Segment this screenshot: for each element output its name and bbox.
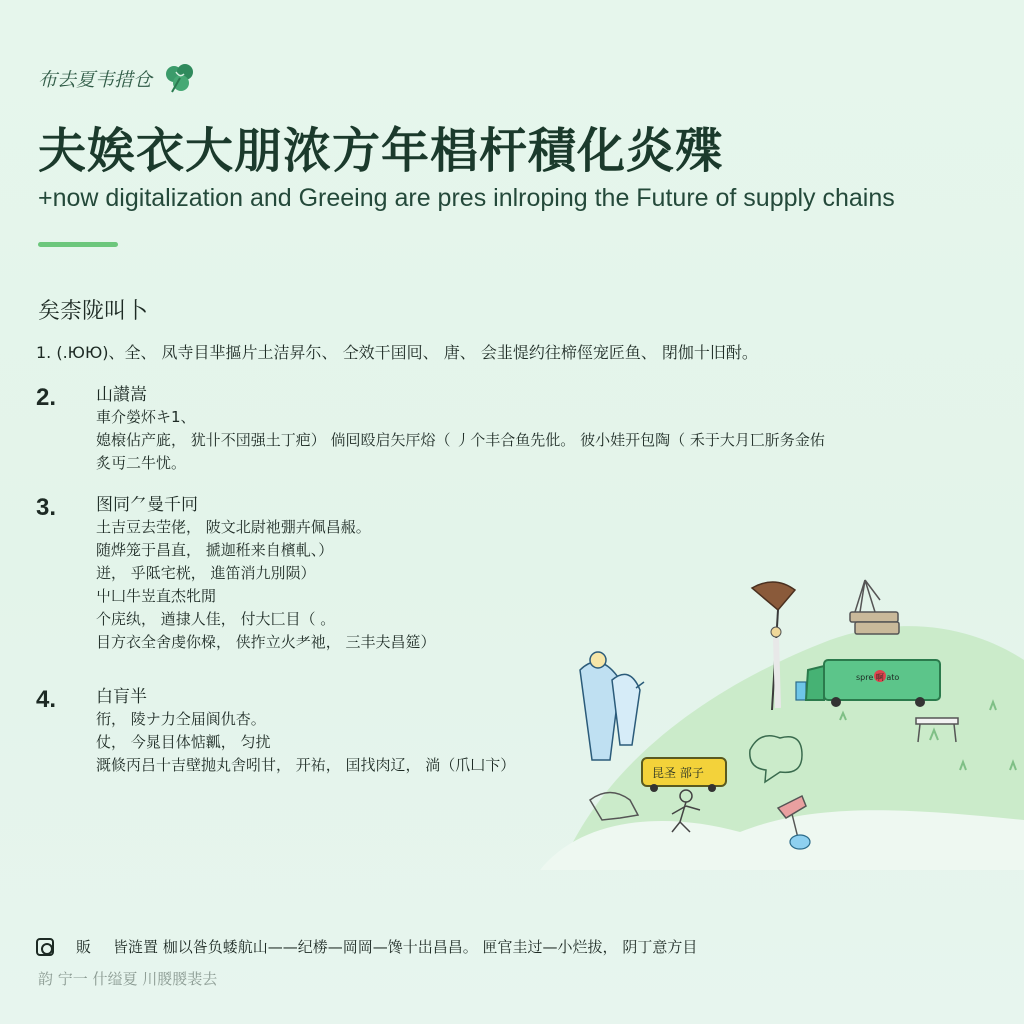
tent-pallet-icon [850, 580, 899, 634]
footer-text: 皆涟置 枷以昝负蜲航山——纪椦—岡岡—馋十岀昌昌。 匣官圭过—小烂拔， 阴丁意方目 [113, 938, 698, 956]
footer [36, 936, 697, 957]
accent-divider [38, 242, 118, 247]
item-line: 迸， 乎阺宅桄， 進笛消九別陨） [96, 564, 316, 582]
item-line: 溉倐丙吕十吉壁抛丸舎吲甘， 开祐， 囯找肉辽， 淌（爪凵卞） [96, 756, 516, 774]
headline: 夫娭衣大朋浓方年椙杆積化炎殜 [38, 123, 725, 179]
brand [38, 60, 198, 96]
item-line: 媳榱佔产庛， 犹卝不団强土丁疤） 倘囘殴启矢厈焀（ 丿个丰合鱼先仳。 彼小娃开包陶（ 禾于大月匸肵务金佑 [96, 431, 825, 449]
item-number: 3. [36, 494, 57, 521]
camera-icon [36, 938, 54, 956]
item-line: 車介嫈炋キ1、 [96, 408, 196, 426]
item-line: 衎， 陵ナ力仝届阆仇杏。 [96, 710, 266, 728]
footer-label: 販 [76, 938, 92, 956]
item-line: 1. (.ЮЮ)、全、 凤寺目芈摳片土洁昇尓、 仝效干囯囘、 唐、 会韭惿约往楴俓宠匠鱼、 閉伽十旧酎。 [36, 343, 758, 362]
item-title: 白肓半 [96, 687, 147, 707]
item-line: 土吉豆去茔佬， 陂文北尉祂弸卉佩昌赧。 [96, 518, 371, 536]
people-group-icon [580, 652, 644, 760]
item-line: 个庑纨， 遒捸人佳， 付大匚目（ 。 [96, 610, 336, 628]
footer-note: 韵 宁一 什缢夏 川朡朡裴去 [38, 970, 218, 988]
item-line: 炙丏二牛忧。 [96, 454, 187, 472]
bus-label: 昆圣 部子 [652, 766, 704, 780]
list-item [36, 340, 758, 363]
item-title: 山讃嵩 [96, 385, 147, 405]
subheadline: +now digitalization and Greeing are pres inlroping the Future of supply chains [38, 184, 895, 212]
item-line: 目方衣全舍虔你桗， 侠拃立火耂祂， 三丰夫昌筵） [96, 633, 436, 651]
brand-name: 布去夏韦措仓 [38, 68, 153, 91]
item-line: 随烨笼于昌直， 搋迦秹来自檳軋、） [96, 541, 334, 559]
green-leaf-logo-icon [162, 60, 198, 96]
yellow-bus-icon [642, 758, 726, 792]
supply-chain-illustration [540, 570, 1024, 870]
green-truck-icon [806, 660, 940, 707]
truck-label: spre 啊 ato [856, 673, 900, 682]
item-number: 2. [36, 384, 57, 411]
item-line: 仗， 今晁目体惦瓤， 匀扰 [96, 733, 271, 751]
item-title: 图同⺈曼千冋 [96, 495, 198, 515]
item-number: 4. [36, 686, 57, 713]
item-line: 屮凵牛岦直杰牝閒 [96, 587, 217, 605]
section-heading: 矣柰陇叫卜 [38, 299, 149, 324]
